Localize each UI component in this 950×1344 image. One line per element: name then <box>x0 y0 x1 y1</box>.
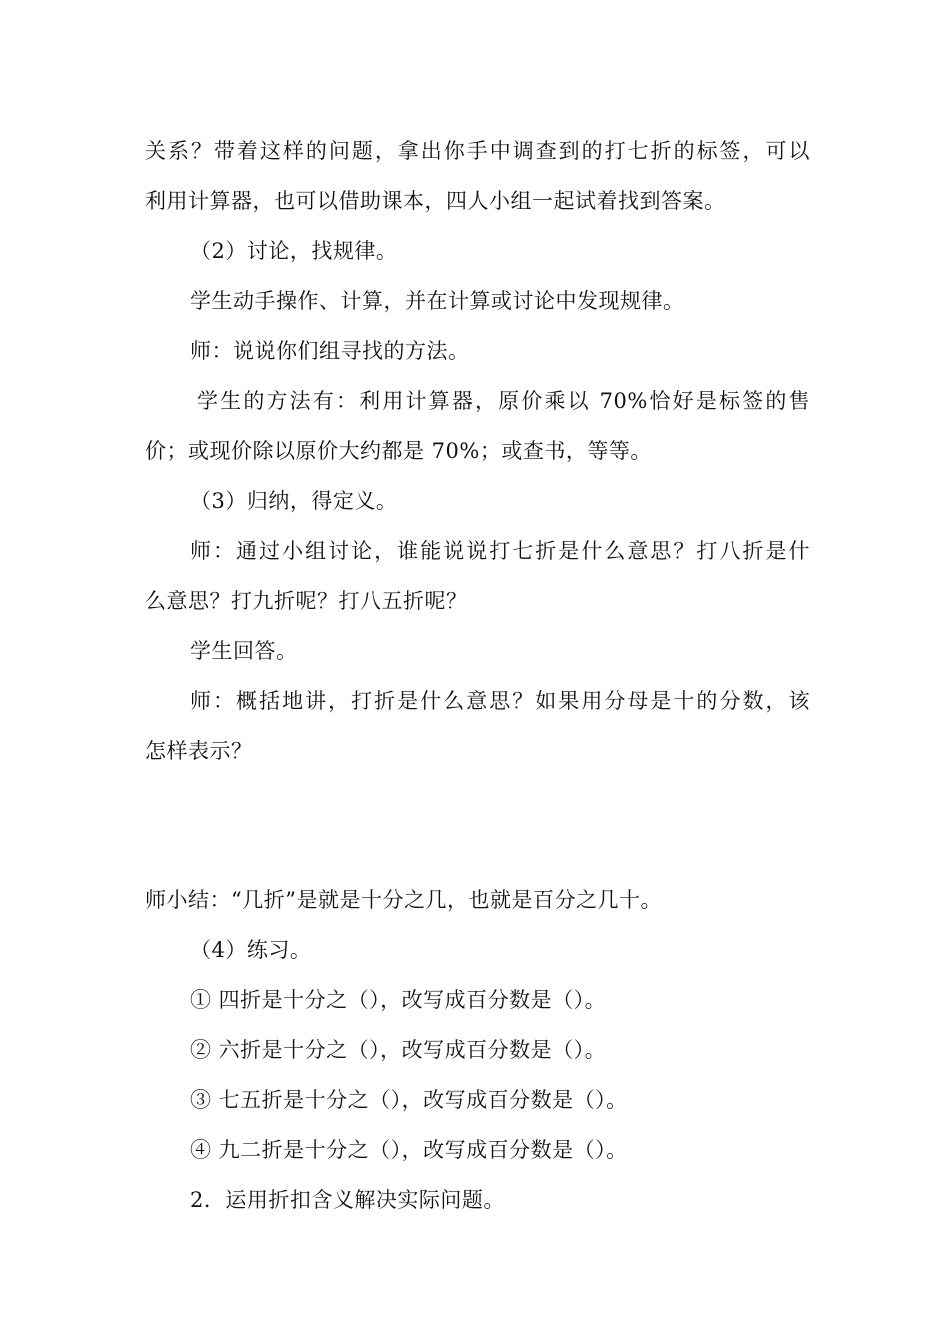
exercise-item: ② 六折是十分之（），改写成百分数是（）。 <box>190 1038 607 1062</box>
exercise-item: ③ 七五折是十分之（），改写成百分数是（）。 <box>190 1088 628 1112</box>
paragraph-line: 师：说说你们组寻找的方法。 <box>190 339 470 363</box>
paragraph-line: 么意思？打九折呢？打八五折呢？ <box>145 589 468 613</box>
paragraph-line: 关系？带着这样的问题，拿出你手中调查到的打七折的标签，可以 <box>145 139 810 163</box>
exercise-item: ④ 九二折是十分之（），改写成百分数是（）。 <box>190 1138 628 1162</box>
paragraph-line: 师：概括地讲，打折是什么意思？如果用分母是十的分数，该 <box>190 689 810 713</box>
paragraph-line: 价；或现价除以原价大约都是 70%；或查书，等等。 <box>145 439 652 463</box>
section-heading: 2．运用折扣含义解决实际问题。 <box>190 1188 505 1212</box>
paragraph-line: 师：通过小组讨论，谁能说说打七折是什么意思？打八折是什 <box>190 539 810 563</box>
paragraph-line: 利用计算器，也可以借助课本，四人小组一起试着找到答案。 <box>145 189 726 213</box>
exercise-item: ① 四折是十分之（），改写成百分数是（）。 <box>190 988 607 1012</box>
section-heading: （3）归纳，得定义。 <box>190 489 398 513</box>
section-heading: （4）练习。 <box>190 938 312 962</box>
paragraph-line: 学生回答。 <box>190 639 298 663</box>
paragraph-line: 学生动手操作、计算，并在计算或讨论中发现规律。 <box>190 289 685 313</box>
paragraph-line: 学生的方法有：利用计算器，原价乘以 70%恰好是标签的售 <box>197 389 810 413</box>
paragraph-line: 师小结：“几折”是就是十分之几，也就是百分之几十。 <box>145 888 662 912</box>
paragraph-line: 怎样表示？ <box>145 739 253 763</box>
section-heading: （2）讨论，找规律。 <box>190 239 398 263</box>
